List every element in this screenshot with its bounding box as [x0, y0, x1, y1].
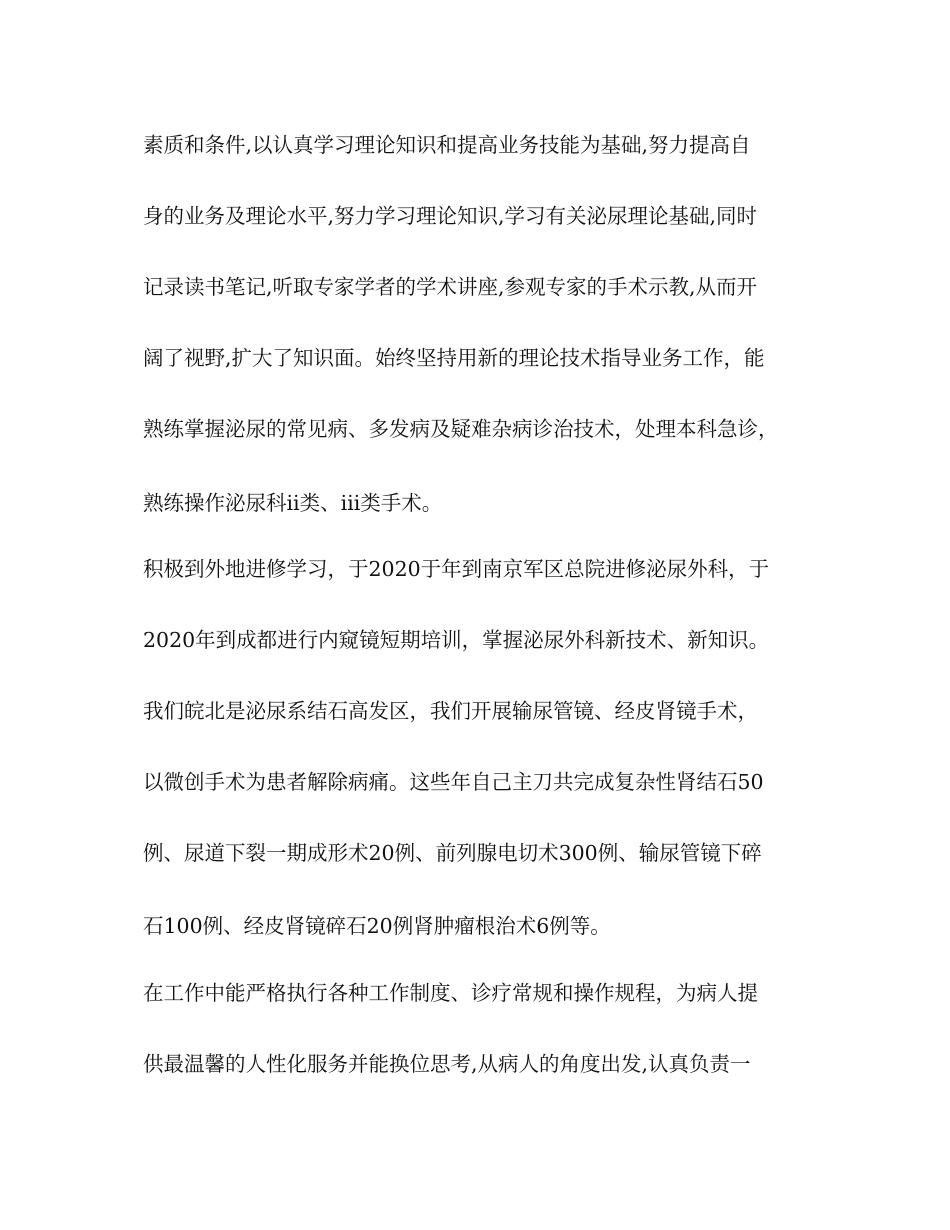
- paragraph-3-line-2: 供最温馨的人性化服务并能换位思考,从病人的角度出发,认真负责一: [143, 1052, 751, 1076]
- paragraph-1-line-4: 阔了视野,扩大了知识面。始终坚持用新的理论技术指导业务工作，能: [143, 346, 765, 370]
- paragraph-2-line-5: 例、尿道下裂一期成形术20例、前列腺电切术300例、输尿管镜下碎: [143, 841, 762, 865]
- paragraph-2-line-4: 以微创手术为患者解除病痛。这些年自己主刀共完成复杂性肾结石50: [143, 770, 764, 794]
- paragraph-1-line-5: 熟练掌握泌尿的常见病、多发病及疑难杂病诊治技术，处理本科急诊，: [143, 417, 779, 441]
- paragraph-3-line-1: 在工作中能严格执行各种工作制度、诊疗常规和操作规程，为病人提: [143, 981, 758, 1005]
- paragraph-2-line-2: 2020年到成都进行内窥镜短期培训，掌握泌尿外科新技术、新知识。: [143, 628, 770, 652]
- paragraph-1-line-6: 熟练操作泌尿科ⅱ类、ⅲ类手术。: [143, 491, 443, 515]
- paragraph-1-line-1: 素质和条件,以认真学习理论知识和提高业务技能为基础,努力提高自: [143, 133, 751, 157]
- paragraph-1-line-2: 身的业务及理论水平,努力学习理论知识,学习有关泌尿理论基础,同时: [143, 204, 758, 228]
- paragraph-1-line-3: 记录读书笔记,听取专家学者的学术讲座,参观专家的手术示教,从而开: [143, 275, 758, 299]
- paragraph-2-line-3: 我们皖北是泌尿系结石高发区，我们开展输尿管镜、经皮肾镜手术，: [143, 699, 758, 723]
- paragraph-2-line-1: 积极到外地进修学习，于2020于年到南京军区总院进修泌尿外科，于: [143, 557, 770, 581]
- paragraph-2-line-6: 石100例、经皮肾镜碎石20例肾肿瘤根治术6例等。: [143, 914, 611, 938]
